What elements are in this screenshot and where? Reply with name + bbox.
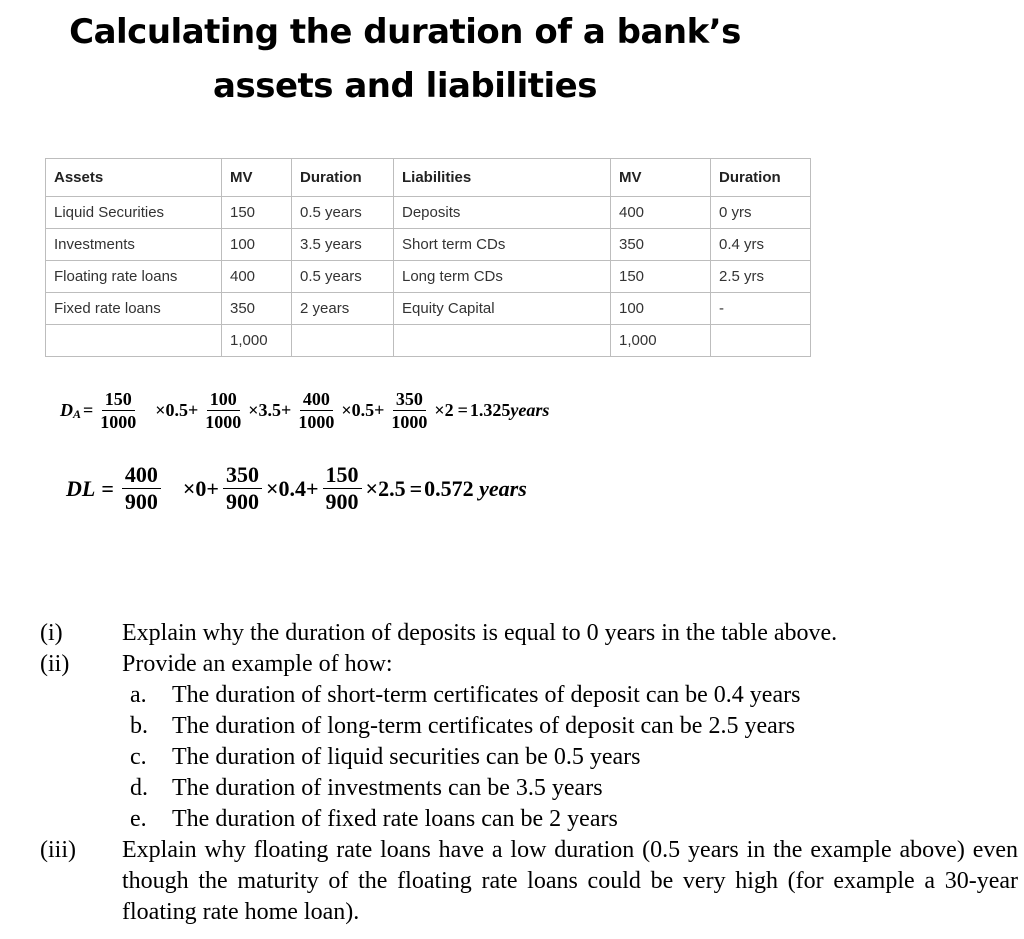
table-cell: 100 bbox=[222, 229, 292, 261]
table-cell: Equity Capital bbox=[394, 293, 611, 325]
formula-da-den-2: 1000 bbox=[205, 412, 242, 432]
formula-da-subscript: A bbox=[73, 407, 82, 421]
formula-dl-num-2: 350 bbox=[223, 462, 262, 489]
page-title bbox=[0, 5, 810, 113]
header-liabilities-mv: MV bbox=[611, 159, 711, 197]
formula-asset-duration bbox=[60, 388, 549, 433]
header-assets-mv: MV bbox=[222, 159, 292, 197]
formula-da-unit: years bbox=[510, 400, 550, 420]
table-header-row bbox=[46, 159, 811, 197]
formula-dl-fraction-2 bbox=[223, 462, 262, 515]
list-item-letter: c. bbox=[130, 744, 147, 770]
table-cell: 0.4 yrs bbox=[711, 229, 811, 261]
formula-dl-mult-2: ×0.4+ bbox=[265, 475, 319, 501]
question-number: (i) bbox=[40, 620, 63, 646]
duration-table bbox=[45, 158, 811, 357]
table-cell: 3.5 years bbox=[292, 229, 394, 261]
list-item-text: The duration of fixed rate loans can be 2 years bbox=[172, 806, 618, 832]
formula-da-den-3: 1000 bbox=[298, 412, 335, 432]
formula-dl-den-2: 900 bbox=[225, 489, 259, 514]
table-total-row bbox=[46, 325, 811, 357]
header-assets-duration: Duration bbox=[292, 159, 394, 197]
table-cell: 0 yrs bbox=[711, 197, 811, 229]
formula-da-num-1: 150 bbox=[102, 388, 135, 411]
formula-da-equals: = bbox=[83, 400, 94, 420]
formula-dl-result-equals: = bbox=[409, 475, 423, 501]
formula-dl-fraction-1 bbox=[122, 462, 161, 515]
formula-da-fraction-4 bbox=[388, 388, 430, 433]
table-row bbox=[46, 293, 811, 325]
formula-da-num-3: 400 bbox=[300, 388, 333, 411]
table-cell bbox=[292, 325, 394, 357]
formula-da-mult-4: ×2 bbox=[434, 400, 454, 420]
question-text: Provide an example of how: bbox=[122, 651, 393, 677]
table-row bbox=[46, 229, 811, 261]
table-cell: Floating rate loans bbox=[46, 261, 222, 293]
formula-dl-mult-3: ×2.5 bbox=[365, 475, 406, 501]
formula-da-fraction-2 bbox=[202, 388, 244, 433]
question-text: Explain why the duration of deposits is equal to 0 years in the table above. bbox=[122, 620, 838, 646]
formula-da-lhs: D bbox=[60, 400, 73, 420]
formula-da-den-1: 1000 bbox=[100, 412, 137, 432]
list-item bbox=[40, 804, 1018, 835]
formula-dl-den-3: 900 bbox=[325, 489, 359, 514]
formula-dl-num-3: 150 bbox=[323, 462, 362, 489]
question-number: (iii) bbox=[40, 837, 76, 863]
formula-da-num-4: 350 bbox=[393, 388, 426, 411]
formula-dl-equals: = bbox=[101, 475, 114, 501]
question-3 bbox=[40, 835, 1018, 928]
table-cell: Liquid Securities bbox=[46, 197, 222, 229]
formula-da-den-4: 1000 bbox=[391, 412, 428, 432]
table-cell: Short term CDs bbox=[394, 229, 611, 261]
list-item-letter: b. bbox=[130, 713, 148, 739]
table-cell: 150 bbox=[611, 261, 711, 293]
table-cell bbox=[394, 325, 611, 357]
table-cell: Investments bbox=[46, 229, 222, 261]
formula-dl-mult-1: ×0+ bbox=[182, 475, 219, 501]
table-cell: Long term CDs bbox=[394, 261, 611, 293]
table-cell: 0.5 years bbox=[292, 197, 394, 229]
formula-da-result: 1.325 bbox=[469, 400, 511, 420]
formula-da-mult-3: ×0.5+ bbox=[341, 400, 385, 420]
formula-dl-fraction-3 bbox=[323, 462, 362, 515]
list-item-letter: e. bbox=[130, 806, 147, 832]
list-item-text: The duration of long-term certificates of deposit can be 2.5 years bbox=[172, 713, 796, 739]
table-cell: 350 bbox=[611, 229, 711, 261]
list-item bbox=[40, 773, 1018, 804]
header-liabilities-duration: Duration bbox=[711, 159, 811, 197]
question-list bbox=[40, 618, 1018, 928]
table-cell: Deposits bbox=[394, 197, 611, 229]
table-cell: 0.5 years bbox=[292, 261, 394, 293]
table-cell: 1,000 bbox=[222, 325, 292, 357]
question-number: (ii) bbox=[40, 651, 70, 677]
formula-dl-result: 0.572 bbox=[424, 475, 474, 501]
table-cell: 400 bbox=[611, 197, 711, 229]
formula-da-fraction-1 bbox=[97, 388, 139, 433]
table-cell: 350 bbox=[222, 293, 292, 325]
formula-da-fraction-3 bbox=[295, 388, 337, 433]
list-item-letter: a. bbox=[130, 682, 147, 708]
list-item-letter: d. bbox=[130, 775, 148, 801]
table-cell: 100 bbox=[611, 293, 711, 325]
question-2 bbox=[40, 649, 1018, 680]
table-cell: 1,000 bbox=[611, 325, 711, 357]
list-item-text: The duration of liquid securities can be 0.5 years bbox=[172, 744, 641, 770]
header-assets: Assets bbox=[46, 159, 222, 197]
list-item-text: The duration of short-term certificates of deposit can be 0.4 years bbox=[172, 682, 801, 708]
table-cell: Fixed rate loans bbox=[46, 293, 222, 325]
table-cell: 150 bbox=[222, 197, 292, 229]
list-item bbox=[40, 742, 1018, 773]
list-item-text: The duration of investments can be 3.5 years bbox=[172, 775, 603, 801]
title-line-2: assets and liabilities bbox=[213, 66, 597, 106]
table-row bbox=[46, 197, 811, 229]
table-row bbox=[46, 261, 811, 293]
formula-da-mult-1: ×0.5+ bbox=[155, 400, 199, 420]
formula-dl-num-1: 400 bbox=[122, 462, 161, 489]
formula-dl-unit: years bbox=[479, 475, 527, 501]
table-cell: 400 bbox=[222, 261, 292, 293]
list-item bbox=[40, 711, 1018, 742]
title-line-1: Calculating the duration of a bank’s bbox=[69, 12, 741, 52]
list-item bbox=[40, 680, 1018, 711]
formula-da-result-equals: = bbox=[457, 400, 468, 420]
formula-liability-duration bbox=[66, 462, 527, 515]
question-text: Explain why floating rate loans have a low duration (0.5 years in the example above) even though the maturity of the floating rate loans could be very high (for example a 30-year floating rate home loan). bbox=[122, 837, 1018, 925]
formula-dl-den-1: 900 bbox=[124, 489, 158, 514]
table-cell: 2.5 yrs bbox=[711, 261, 811, 293]
formula-da-num-2: 100 bbox=[207, 388, 240, 411]
question-1 bbox=[40, 618, 1018, 649]
formula-dl-lhs: DL bbox=[66, 475, 96, 501]
table-cell: 2 years bbox=[292, 293, 394, 325]
table-cell bbox=[711, 325, 811, 357]
header-liabilities: Liabilities bbox=[394, 159, 611, 197]
table-cell: - bbox=[711, 293, 811, 325]
formula-da-mult-2: ×3.5+ bbox=[248, 400, 292, 420]
table-cell bbox=[46, 325, 222, 357]
